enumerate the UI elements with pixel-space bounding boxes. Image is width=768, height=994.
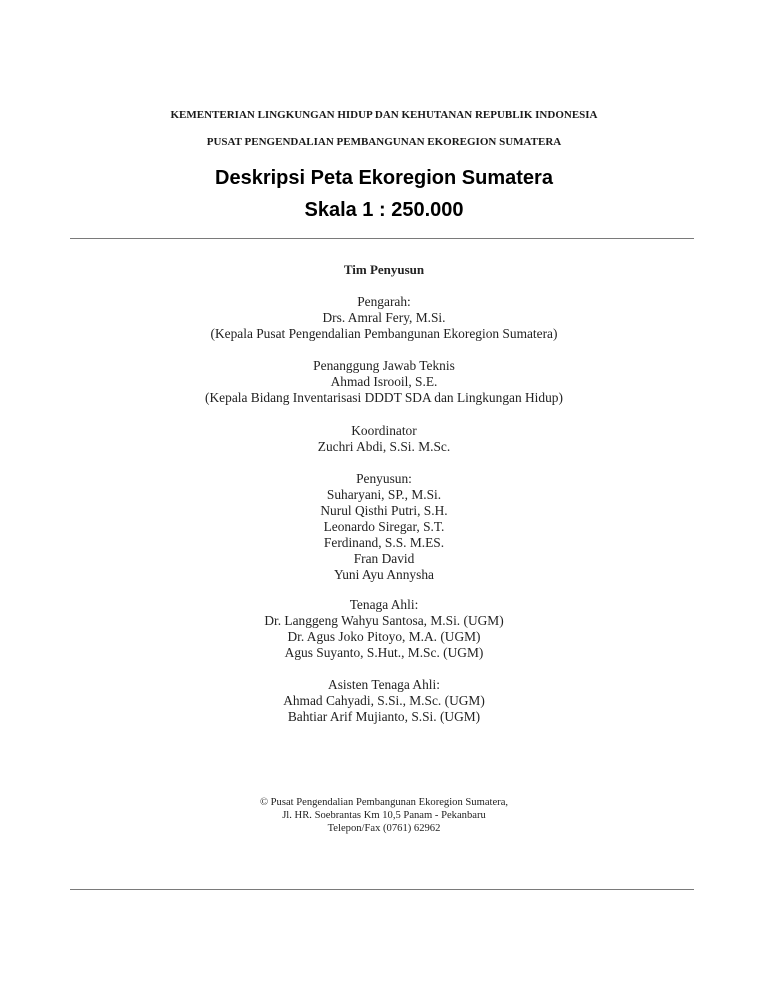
ministry-header: KEMENTERIAN LINGKUNGAN HIDUP DAN KEHUTANAN REPUBLIK INDONESIA	[170, 109, 598, 121]
top-divider	[70, 238, 694, 239]
map-scale: Skala 1 : 250.000	[304, 199, 464, 221]
member: Agus Suyanto, S.Hut., M.Sc. (UGM)	[284, 645, 484, 660]
section-role: Tenaga Ahli:	[349, 597, 419, 612]
member: (Kepala Bidang Inventarisasi DDDT SDA dan Lingkungan Hidup)	[205, 390, 563, 405]
section-role: Penyusun:	[356, 471, 412, 486]
team-section-penyusun	[0, 471, 768, 583]
team-heading-block	[0, 262, 768, 278]
team-section-koordinator	[0, 423, 768, 455]
copyright-line: © Pusat Pengendalian Pembangunan Ekoregion Sumatera,	[259, 797, 509, 808]
member: (Kepala Pusat Pengendalian Pembangunan Ekoregion Sumatera)	[210, 326, 558, 341]
member: Bahtiar Arif Mujianto, S.Si. (UGM)	[287, 709, 481, 724]
team-heading: Tim Penyusun	[343, 262, 425, 277]
member: Nurul Qisthi Putri, S.H.	[320, 503, 448, 518]
member: Ahmad Cahyadi, S.Si., M.Sc. (UGM)	[283, 693, 485, 708]
section-role: Asisten Tenaga Ahli:	[328, 677, 440, 692]
member: Suharyani, SP., M.Si.	[326, 487, 442, 502]
team-section-asisten-tenaga-ahli	[0, 677, 768, 725]
section-role: Koordinator	[351, 423, 417, 438]
member: Ferdinand, S.S. M.ES.	[323, 535, 445, 550]
section-role: Pengarah:	[357, 294, 411, 309]
section-role: Penanggung Jawab Teknis	[313, 358, 455, 373]
bottom-divider	[70, 889, 694, 890]
member: Dr. Agus Joko Pitoyo, M.A. (UGM)	[287, 629, 481, 644]
team-section-tenaga-ahli	[0, 597, 768, 661]
member: Drs. Amral Fery, M.Si.	[322, 310, 446, 325]
member: Leonardo Siregar, S.T.	[323, 519, 445, 534]
member: Zuchri Abdi, S.Si. M.Sc.	[317, 439, 451, 454]
team-section-pengarah	[0, 294, 768, 342]
address-line: Jl. HR. Soebrantas Km 10,5 Panam - Pekanbaru	[282, 810, 486, 821]
document-title: Deskripsi Peta Ekoregion Sumatera	[215, 167, 553, 189]
phone-fax-line: Telepon/Fax (0761) 62962	[327, 823, 441, 834]
member: Yuni Ayu Annysha	[334, 567, 434, 582]
publisher-footer	[0, 796, 768, 835]
member: Dr. Langgeng Wahyu Santosa, M.Si. (UGM)	[264, 613, 504, 628]
member: Fran David	[353, 551, 415, 566]
center-header: PUSAT PENGENDALIAN PEMBANGUNAN EKOREGION SUMATERA	[206, 136, 562, 148]
member: Ahmad Isrooil, S.E.	[330, 374, 438, 389]
team-section-penanggung-jawab	[0, 358, 768, 406]
